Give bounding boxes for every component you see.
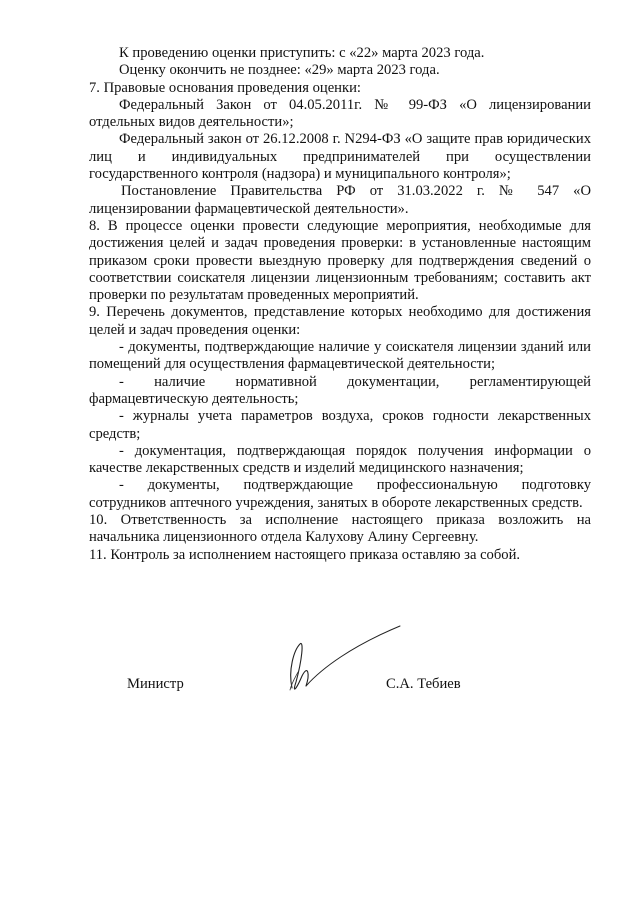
handwritten-signature <box>262 620 402 706</box>
document-list-item: - документация, подтверждающая порядок получения информации о качестве лекарственных средств и изделий медицинского назначения; <box>89 442 591 477</box>
legal-basis-government-decree-547: Постановление Правительства РФ от 31.03.2022 г. № 547 «О лицензировании фармацевтической деятельности». <box>89 183 591 217</box>
section-10-paragraph: 10. Ответственность за исполнение настоящего приказа возложить на начальника лицензионного отдела Калухову Алину Сергеевну. <box>89 512 591 546</box>
document-body <box>89 45 591 564</box>
assessment-end-line: Оценку окончить не позднее: «29» марта 2023 года. <box>119 62 440 79</box>
section-8-paragraph: 8. В процессе оценки провести следующие мероприятия, необходимые для достижения целей и задач проведения проверки: в установленные настоящим приказом сроки провести выездную проверку для подтверждения сведений о соответствии соискателя лицензии лицензионным требованиям; составить акт проверки по результатам проведенных мероприятий. <box>89 217 591 304</box>
legal-basis-federal-law-294: Федеральный закон от 26.12.2008 г. N294-ФЗ «О защите прав юридических лиц и индивидуальных предпринимателей при осуществлении государственного контроля (надзора) и муниципального контроля»; <box>89 131 591 183</box>
document-list-item: - документы, подтверждающие профессиональную подготовку сотрудников аптечного учреждения, занятых в обороте лекарственных средств. <box>89 477 591 511</box>
signatory-name: С.А. Тебиев <box>386 676 461 692</box>
document-list-item: - документы, подтверждающие наличие у соискателя лицензии зданий или помещений для осуществления фармацевтической деятельности; <box>89 339 591 373</box>
legal-basis-federal-law-99: Федеральный Закон от 04.05.2011г. № 99-ФЗ «О лицензировании отдельных видов деятельности»; <box>89 96 591 131</box>
document-list-item: - наличие нормативной документации, регламентирующей фармацевтическую деятельность; <box>89 373 591 407</box>
section-7-heading: 7. Правовые основания проведения оценки: <box>89 79 361 96</box>
signatory-title: Министр <box>127 676 184 692</box>
document-list-item: - журналы учета параметров воздуха, сроков годности лекарственных средств; <box>89 408 591 442</box>
assessment-start-line: К проведению оценки приступить: с «22» марта 2023 года. <box>119 45 485 61</box>
section-9-heading: 9. Перечень документов, представление которых необходимо для достижения целей и задач проведения оценки: <box>89 304 591 338</box>
section-11-paragraph: 11. Контроль за исполнением настоящего приказа оставляю за собой. <box>89 546 521 563</box>
signature-icon <box>262 620 402 706</box>
